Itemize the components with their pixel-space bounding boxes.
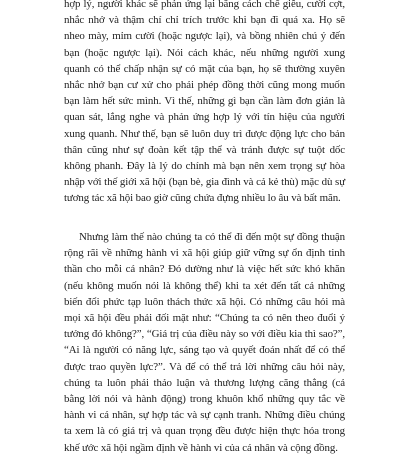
body-paragraph: hợp lý, người khác sẽ phản ứng lại bằng cách chế giễu, cười cợt, nhắc nhở và thậm chí chỉ trích trước khi bạn đi quá xa. Họ sẽ nheo mày, mỉm cười (hoặc ngược lại), và bồng nhiên chú ý đến bạn (hoặc ngược lại). Nói cách khác, nếu những người xung quanh có thể chấp nhận sự có mặt của bạn, họ sẽ thường xuyên nhắc nhở bạn cư xử cho phải phép đồng thời cũng mong muốn bạn làm hết sức mình. Vì thế, những gì bạn cần làm đơn giản là quan sát, lắng nghe và phản ứng hợp lý với tín hiệu của người xung quanh. Như thế, bạn sẽ luôn duy trì được động lực cho bản thân cũng như sự đoàn kết tập thể và tránh được sự tuột dốc không phanh. Đây là lý do chính mà bạn nên xem trọng sự hòa nhập với thế giới xã hội (bạn bè, gia đình và cả kẻ thù) mặc dù sự tương tác xã hội bao giờ cũng chứa đựng nhiều lo âu và bất mãn.: [64, 0, 345, 205]
body-paragraph: Nhưng làm thế nào chúng ta có thể đi đến một sự đồng thuận rộng rãi về những hành vi xã hội giúp giữ vững sự ổn định tinh thần cho mỗi cá nhân? Đó dường như là việc hết sức khó khăn (nếu không muốn nói là không thể) khi ta xét đến tất cả những biến đổi phức tạp luôn thách thức xã hội. Có những câu hỏi mà mọi xã hội đều phải đối mặt như: “Chúng ta có nên theo đuổi ý tưởng đó không?”, “Giá trị của điều này so với điều kia thì sao?”, “Ai là người có năng lực, sáng tạo và quyết đoán nhất để có thể được trao quyền lực?”. Và để có thể trả lời những câu hỏi này, chúng ta luôn phải thảo luận và thương lượng căng thẳng (cả bằng lời nói và hành động) trong khuôn khổ những quy tắc về hành vi cá nhân, sự hợp tác và sự cạnh tranh. Những điều chúng ta xem là có giá trị và quan trọng đều được hiện thực hóa trong khế ước xã hội ngầm định về hành vi của cá nhân và cộng đồng.: [64, 231, 345, 454]
